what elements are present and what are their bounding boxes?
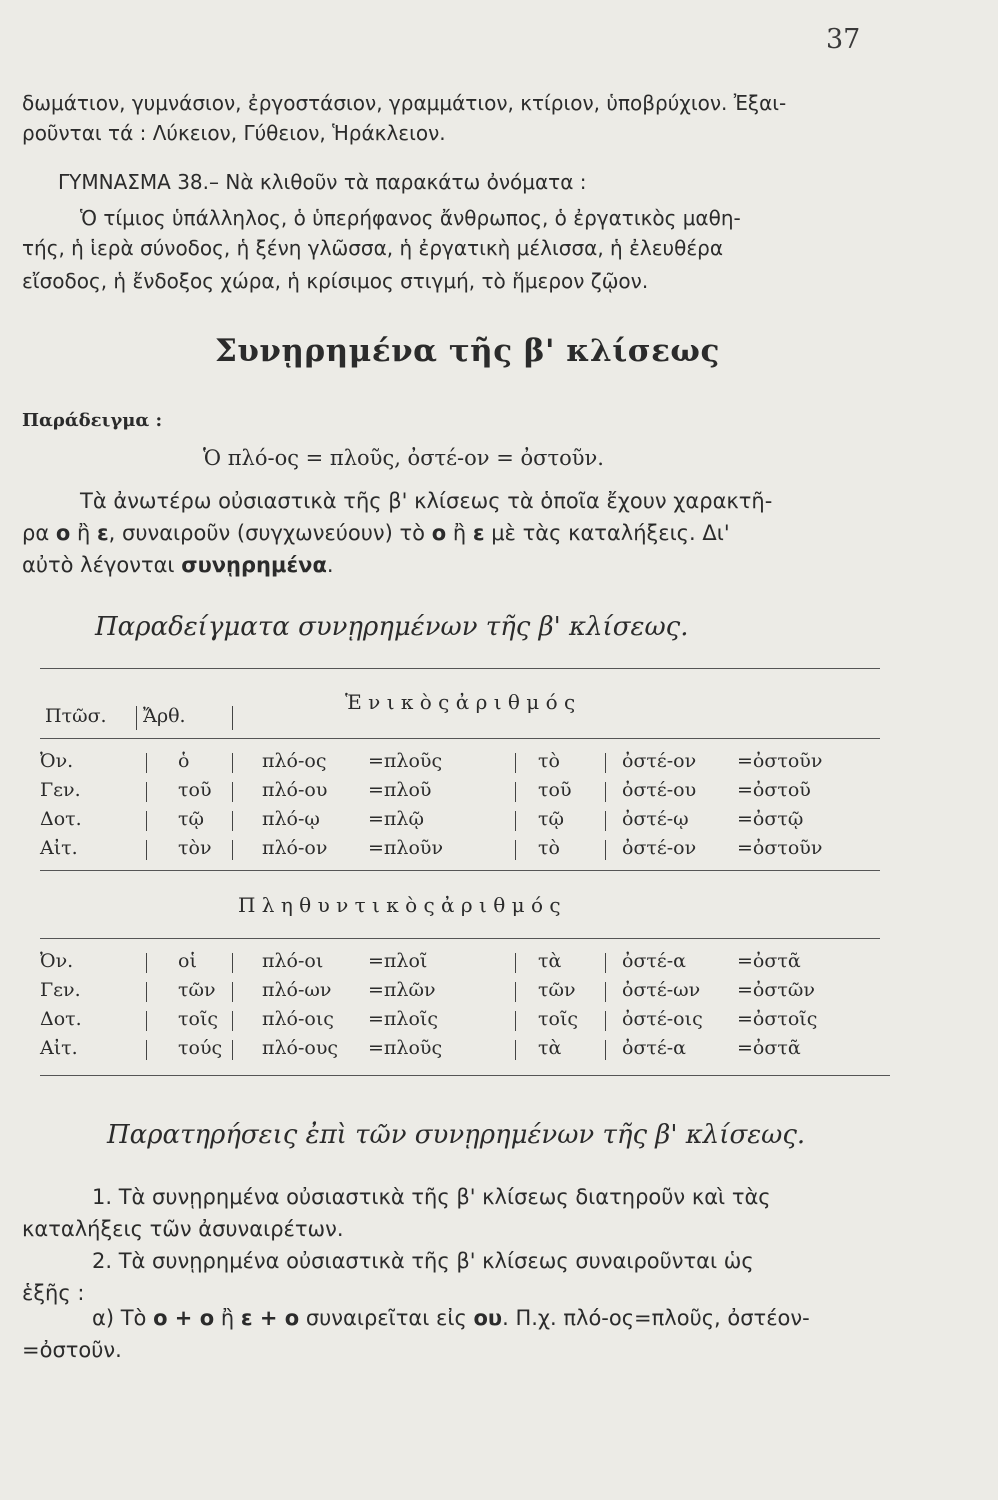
explanation-line-2: ρα ο ἢ ε, συναιροῦν (συγχωνεύουν) τὸ ο ἢ ε μὲ τὰς καταλήξεις. Δι': [22, 521, 730, 545]
header-bottom-rule: [40, 738, 880, 739]
column-separator: [232, 982, 233, 1002]
section-heading: Συνῃρημένα τῆς β' κλίσεως: [215, 333, 720, 369]
cell-contracted-1: =πλῷ: [368, 808, 424, 830]
cell-contracted-2: =ὀστοῦν: [737, 750, 823, 772]
column-separator: [232, 782, 233, 802]
column-separator: [605, 811, 606, 831]
notes-title: Παρατηρήσεις ἐπὶ τῶν συνῃρημένων τῆς β' κλίσεως.: [107, 1120, 806, 1150]
cell-case: Αἰτ.: [40, 1037, 78, 1059]
note-2a-line-1: α) Τὸ ο + ο ἢ ε + ο συναιρεῖται εἰς ου. Π.χ. πλό-ος=πλοῦς, ὀστέον-: [92, 1306, 810, 1330]
cell-case: Γεν.: [40, 979, 81, 1001]
cell-form-2: ὀστέ-ῳ: [622, 808, 689, 830]
column-separator: [146, 811, 147, 831]
cell-article-2: τοῦ: [538, 779, 572, 801]
column-separator: [232, 811, 233, 831]
column-separator: [232, 840, 233, 860]
cell-form-2: ὀστέ-ον: [622, 750, 697, 772]
cell-form-1: πλό-οι: [262, 950, 324, 972]
column-separator: [605, 782, 606, 802]
cell-form-1: πλό-ους: [262, 1037, 339, 1059]
cell-contracted-2: =ὀστοῦν: [737, 837, 823, 859]
note-2-line-1: 2. Τὰ συνῃρημένα οὐσιαστικὰ τῆς β' κλίσεως συναιροῦνται ὡς: [92, 1249, 754, 1273]
cell-contracted-1: =πλοῦν: [368, 837, 443, 859]
example-formula: Ὁ πλό-ος = πλοῦς, ὀστέ-ον = ὀστοῦν.: [203, 446, 604, 470]
cell-article-2: τῶν: [538, 979, 576, 1001]
exercise-line-3: εἴσοδος, ἡ ἔνδοξος χώρα, ἡ κρίσιμος στιγμή, τὸ ἥμερον ζῷον.: [22, 269, 649, 293]
exercise-title: ΓΥΜΝΑΣΜΑ 38.– Νὰ κλιθοῦν τὰ παρακάτω ὀνόματα :: [58, 170, 587, 194]
cell-case: Δοτ.: [40, 808, 82, 830]
header-case: Πτῶσ.: [45, 705, 107, 727]
header-article: Ἄρθ.: [143, 705, 186, 727]
note-2a-line-2: =ὀστοῦν.: [22, 1338, 122, 1362]
intro-line-1: δωμάτιον, γυμνάσιον, ἐργοστάσιον, γραμμάτιον, κτίριον, ὑποβρύχιον. Ἐξαι-: [22, 91, 787, 115]
note-2-line-2: ἑξῆς :: [22, 1281, 85, 1305]
cell-form-2: ὀστέ-ων: [622, 979, 701, 1001]
column-separator: [605, 1011, 606, 1031]
cell-form-2: ὀστέ-α: [622, 950, 687, 972]
exercise-line-1: Ὁ τίμιος ὑπάλληλος, ὁ ὑπερήφανος ἄνθρωπος, ὁ ἐργατικὸς μαθη-: [80, 206, 741, 230]
column-separator: [605, 1040, 606, 1060]
cell-form-2: ὀστέ-οις: [622, 1008, 703, 1030]
header-sep-2: [232, 706, 233, 730]
cell-article: ὁ: [178, 750, 190, 772]
cell-case: Ὀν.: [40, 750, 74, 772]
column-separator: [146, 982, 147, 1002]
cell-contracted-2: =ὀστοῖς: [737, 1008, 818, 1030]
singular-bottom-rule: [40, 870, 880, 871]
column-separator: [515, 753, 516, 773]
cell-article: τῶν: [178, 979, 216, 1001]
header-singular: Ἑ ν ι κ ὸ ς ἀ ρ ι θ μ ό ς: [345, 690, 576, 714]
cell-case: Ὀν.: [40, 950, 74, 972]
cell-form-2: ὀστέ-α: [622, 1037, 687, 1059]
cell-contracted-2: =ὀστᾶ: [737, 950, 801, 972]
column-separator: [232, 1011, 233, 1031]
cell-contracted-1: =πλοῦ: [368, 779, 432, 801]
cell-article: τῷ: [178, 808, 205, 830]
exercise-line-2: τής, ἡ ἱερὰ σύνοδος, ἡ ξένη γλῶσσα, ἡ ἐργατικὴ μέλισσα, ἡ ἐλευθέρα: [22, 236, 724, 260]
cell-contracted-1: =πλοῖ: [368, 950, 428, 972]
cell-contracted-1: =πλοῦς: [368, 1037, 443, 1059]
cell-form-2: ὀστέ-ου: [622, 779, 697, 801]
explanation-line-1: Τὰ ἀνωτέρω οὐσιαστικὰ τῆς β' κλίσεως τὰ ὁποῖα ἔχουν χαρακτῆ-: [80, 489, 773, 513]
note-1-line-2: καταλήξεις τῶν ἀσυναιρέτων.: [22, 1217, 344, 1241]
intro-line-2: ροῦνται τά : Λύκειον, Γύθειον, Ἡράκλειον.: [22, 121, 446, 145]
header-sep-1: [136, 706, 137, 730]
column-separator: [515, 1040, 516, 1060]
column-separator: [146, 1040, 147, 1060]
cell-contracted-1: =πλῶν: [368, 979, 436, 1001]
column-separator: [515, 1011, 516, 1031]
cell-article: τὸν: [178, 837, 212, 859]
explanation-line-3: αὐτὸ λέγονται συνῃρημένα.: [22, 553, 334, 577]
cell-article-2: τὰ: [538, 1037, 562, 1059]
cell-article-2: τῷ: [538, 808, 565, 830]
cell-article-2: τὸ: [538, 750, 560, 772]
cell-form-2: ὀστέ-ον: [622, 837, 697, 859]
column-separator: [232, 953, 233, 973]
table-bottom-rule: [40, 1075, 890, 1076]
cell-form-1: πλό-ος: [262, 750, 327, 772]
cell-article: τοῦ: [178, 779, 212, 801]
cell-contracted-1: =πλοῦς: [368, 750, 443, 772]
column-separator: [146, 753, 147, 773]
column-separator: [605, 982, 606, 1002]
column-separator: [605, 953, 606, 973]
column-separator: [146, 840, 147, 860]
cell-contracted-2: =ὀστῶν: [737, 979, 815, 1001]
table-title: Παραδείγματα συνῃρημένων τῆς β' κλίσεως.: [95, 612, 689, 642]
column-separator: [515, 782, 516, 802]
column-separator: [515, 840, 516, 860]
cell-contracted-2: =ὀστοῦ: [737, 779, 811, 801]
cell-contracted-2: =ὀστᾶ: [737, 1037, 801, 1059]
cell-case: Γεν.: [40, 779, 81, 801]
column-separator: [232, 753, 233, 773]
table-top-rule: [40, 668, 880, 669]
cell-article-2: τὰ: [538, 950, 562, 972]
column-separator: [232, 1040, 233, 1060]
cell-form-1: πλό-ων: [262, 979, 332, 1001]
cell-form-1: πλό-ῳ: [262, 808, 320, 830]
cell-article: τοῖς: [178, 1008, 219, 1030]
cell-article: οἱ: [178, 950, 197, 972]
header-plural: Π λ η θ υ ν τ ι κ ὸ ς ἀ ρ ι θ μ ό ς: [238, 893, 561, 917]
column-separator: [515, 811, 516, 831]
cell-form-1: πλό-οις: [262, 1008, 334, 1030]
cell-form-1: πλό-ου: [262, 779, 328, 801]
note-1-line-1: 1. Τὰ συνῃρημένα οὐσιαστικὰ τῆς β' κλίσεως διατηροῦν καὶ τὰς: [92, 1185, 771, 1209]
column-separator: [515, 982, 516, 1002]
cell-article-2: τὸ: [538, 837, 560, 859]
column-separator: [146, 953, 147, 973]
column-separator: [605, 840, 606, 860]
cell-article: τούς: [178, 1037, 223, 1059]
column-separator: [605, 753, 606, 773]
plural-top-rule: [40, 938, 880, 939]
column-separator: [146, 1011, 147, 1031]
cell-contracted-2: =ὀστῷ: [737, 808, 804, 830]
page-number: 37: [826, 24, 861, 55]
cell-case: Δοτ.: [40, 1008, 82, 1030]
column-separator: [515, 953, 516, 973]
cell-contracted-1: =πλοῖς: [368, 1008, 438, 1030]
example-label: Παράδειγμα :: [22, 410, 163, 431]
column-separator: [146, 782, 147, 802]
cell-article-2: τοῖς: [538, 1008, 579, 1030]
cell-case: Αἰτ.: [40, 837, 78, 859]
cell-form-1: πλό-ον: [262, 837, 328, 859]
